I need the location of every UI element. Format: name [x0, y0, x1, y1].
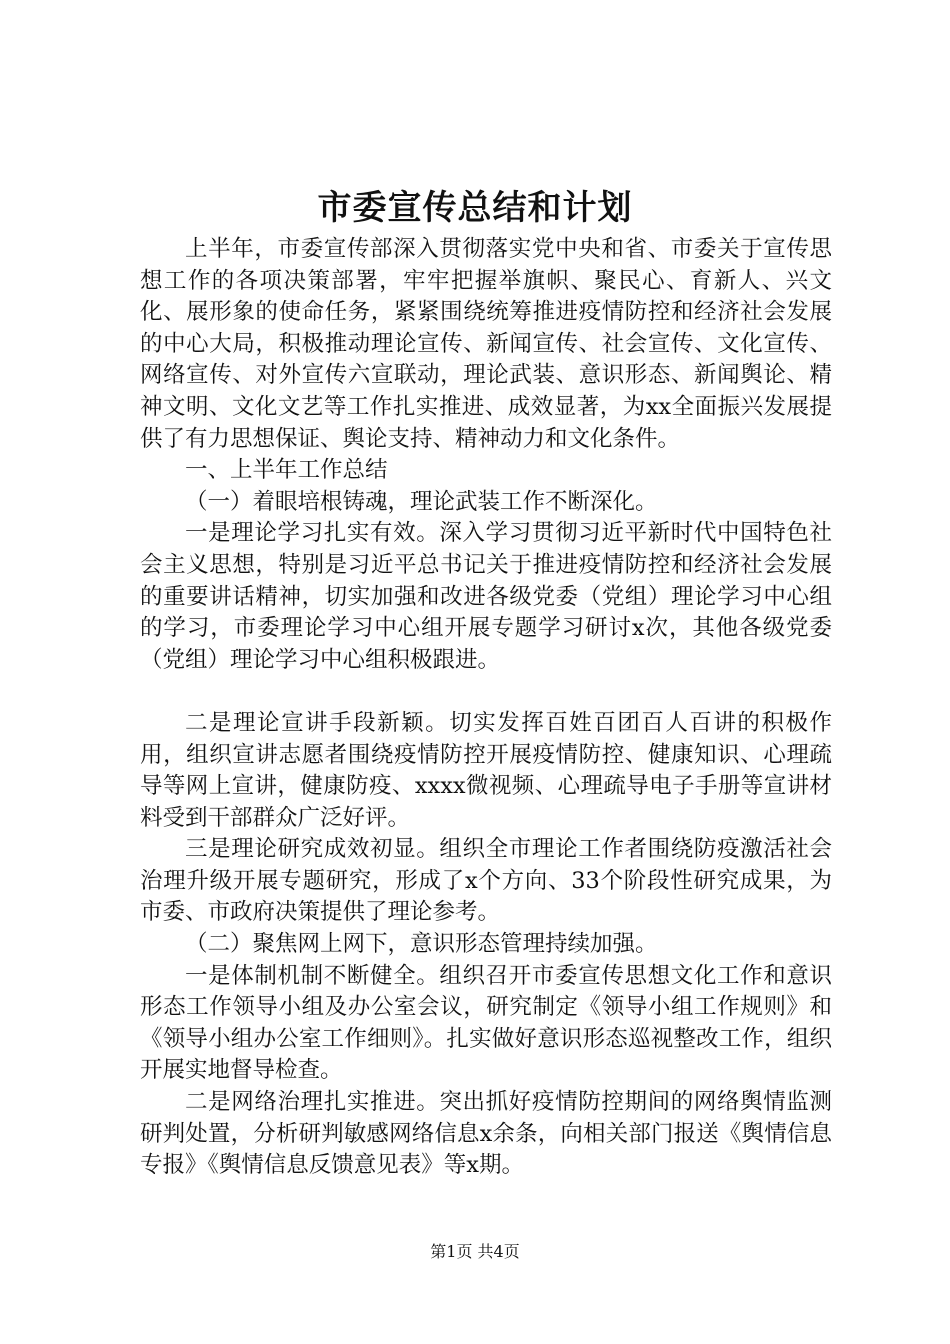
- body-paragraph-3: 三是理论研究成效初显。组织全市理论工作者围绕防疫激活社会治理升级开展专题研究，形成了x个方向、33个阶段性研究成果，为市委、市政府决策提供了理论参考。: [140, 836, 832, 926]
- body-paragraph-5: 二是网络治理扎实推进。突出抓好疫情防控期间的网络舆情监测研判处置，分析研判敏感网络信息x余条，向相关部门报送《舆情信息专报》《舆情信息反馈意见表》等x期。: [140, 1089, 832, 1179]
- document-title: 市委宣传总结和计划: [317, 188, 633, 228]
- body-paragraph-1: 一是理论学习扎实有效。深入学习贯彻习近平新时代中国特色社会主义思想，特别是习近平总书记关于推进疫情防控和经济社会发展的重要讲话精神，切实加强和改进各级党委（党组）理论学习中心组的学习，市委理论学习中心组开展专题学习研讨x次，其他各级党委（党组）理论学习中心组积极跟进。: [140, 520, 832, 673]
- subsection-heading-1: （一）着眼培根铸魂，理论武装工作不断深化。: [185, 488, 658, 515]
- page-footer: 第1页 共4页: [430, 1242, 520, 1261]
- paragraph-gap: [140, 676, 832, 708]
- document-body: [140, 234, 832, 1182]
- body-paragraph-4: 一是体制机制不断健全。组织召开市委宣传思想文化工作和意识形态工作领导小组及办公室会议，研究制定《领导小组工作规则》和《领导小组办公室工作细则》。扎实做好意识形态巡视整改工作，组织开展实地督导检查。: [140, 962, 832, 1084]
- body-paragraph-2: 二是理论宣讲手段新颖。切实发挥百姓百团百人百讲的积极作用，组织宣讲志愿者围绕疫情防控开展疫情防控、健康知识、心理疏导等网上宣讲，健康防疫、xxxx微视频、心理疏导电子手册等宣讲材料受到干部群众广泛好评。: [140, 709, 832, 831]
- subsection-heading-2: （二）聚焦网上网下，意识形态管理持续加强。: [185, 931, 658, 958]
- section-heading-1: 一、上半年工作总结: [185, 457, 388, 484]
- intro-paragraph: 上半年，市委宣传部深入贯彻落实党中央和省、市委关于宣传思想工作的各项决策部署，牢牢把握举旗帜、聚民心、育新人、兴文化、展形象的使命任务，紧紧围绕统筹推进疫情防控和经济社会发展的中心大局，积极推动理论宣传、新闻宣传、社会宣传、文化宣传、网络宣传、对外宣传六宣联动，理论武装、意识形态、新闻舆论、精神文明、文化文艺等工作扎实推进、成效显著，为xx全面振兴发展提供了有力思想保证、舆论支持、精神动力和文化条件。: [140, 236, 832, 452]
